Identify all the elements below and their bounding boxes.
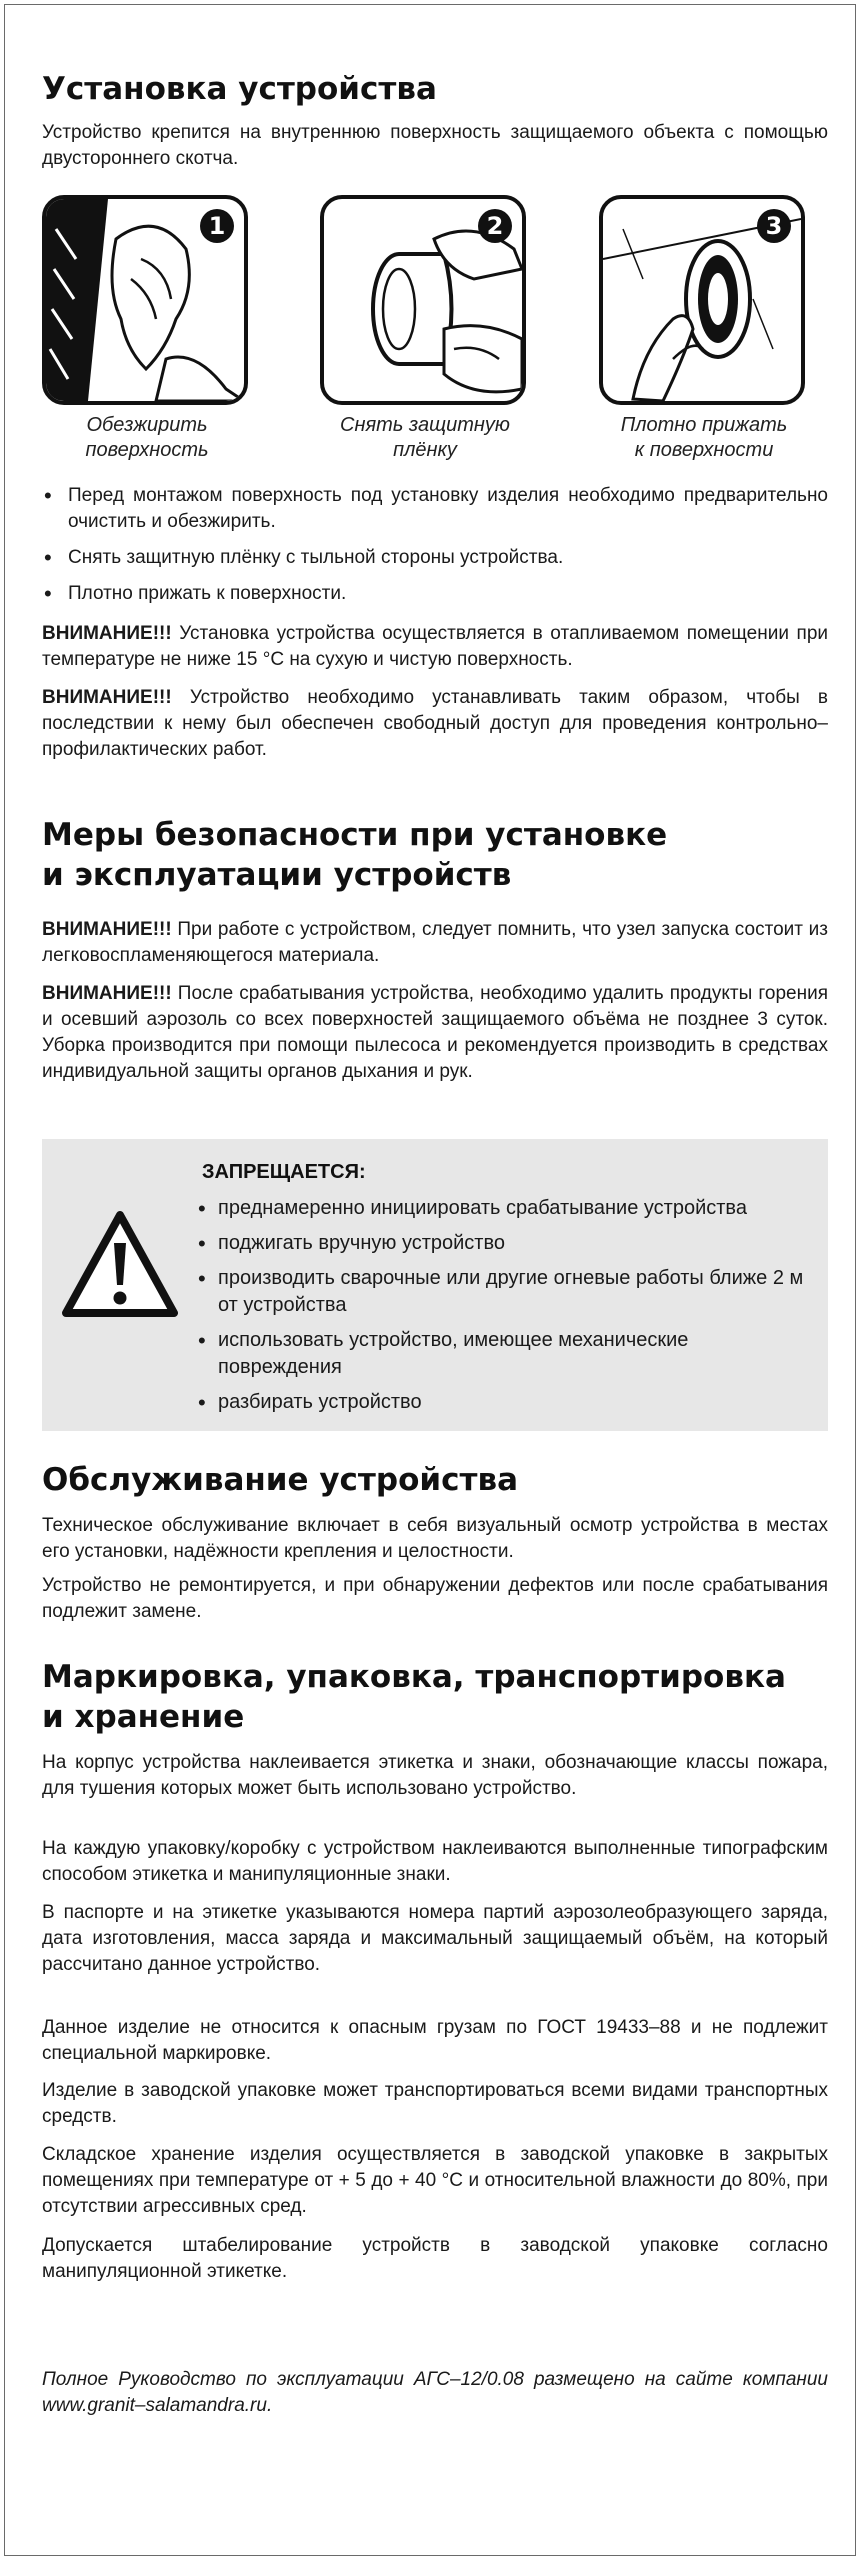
warning-text: Устройство необходимо устанавливать таким образом, чтобы в последствии к нему был обеспечен свободный доступ для проведения контрольно–профилактических работ. (42, 687, 828, 760)
warning-text: После срабатывания устройства, необходимо удалить продукты горения и осевший аэрозоль со всех поверхностей защищаемого объёма не позднее 3 суток. Уборка производится при помощи пылесоса и рекомендуется производить в средствах индивидуальной защиты органов дыхания и рук. (42, 983, 828, 1082)
maintenance-title: Обслуживание устройства (42, 1462, 518, 1498)
list-item: • Снять защитную плёнку с тыльной стороны устройства. (42, 545, 828, 571)
warning-label: ВНИМАНИЕ!!! (42, 983, 172, 1004)
step-caption (599, 413, 809, 463)
maintenance-paragraph: Устройство не ремонтируется, и при обнаружении дефектов или после срабатывания подлежит замене. (42, 1575, 828, 1622)
safety-warning (42, 917, 828, 969)
installation-warning (42, 685, 828, 763)
installation-warning (42, 621, 828, 673)
list-item: • Плотно прижать к поверхности. (42, 581, 828, 607)
safety-title (42, 815, 667, 895)
warning-label: ВНИМАНИЕ!!! (42, 623, 172, 644)
list-item: • использовать устройство, имеющее механические повреждения (198, 1327, 808, 1381)
list-item: • Перед монтажом поверхность под установку изделия необходимо предварительно очистить и обезжирить. (42, 483, 828, 535)
step-caption-line: Снять защитную плёнку (340, 414, 510, 461)
forbidden-title: ЗАПРЕЩАЕТСЯ: (202, 1161, 366, 1183)
list-item: • преднамеренно инициировать срабатывание устройства (198, 1195, 808, 1222)
wipe-surface-icon (42, 195, 248, 405)
safety-warning (42, 981, 828, 1085)
step-2 (320, 195, 530, 463)
press-device-icon (599, 195, 805, 405)
peel-film-icon (320, 195, 526, 405)
warning-label: ВНИМАНИЕ!!! (42, 687, 172, 708)
marking-paragraph: На корпус устройства наклеивается этикетка и знаки, обозначающие классы пожара, для тушения которых может быть использовано устройство. (42, 1752, 828, 1799)
list-item: • производить сварочные или другие огневые работы ближе 2 м от устройства (198, 1265, 808, 1319)
step-caption-line: Обезжирить (86, 414, 208, 436)
installation-intro: Устройство крепится на внутреннюю поверхность защищаемого объекта с помощью двустороннего скотча. (42, 122, 828, 169)
title-line: Меры безопасности при установке (42, 817, 668, 853)
marking-paragraph: В паспорте и на этикетке указываются номера партий аэрозолеобразующего заряда, дата изготовления, масса заряда и максимальный защищаемый объём, на который рассчитано данное устройство. (42, 1902, 828, 1975)
marking-paragraph: Допускается штабелирование устройств в заводской упаковке согласно манипуляционной этикетке. (42, 2235, 828, 2282)
title-line: и хранение (42, 1699, 245, 1735)
step-3 (599, 195, 809, 463)
warning-triangle-icon (60, 1209, 180, 1321)
step-number-badge: 3 (757, 209, 791, 243)
title-line: и эксплуатации устройств (42, 857, 512, 893)
marking-paragraph: На каждую упаковку/коробку с устройством наклеиваются выполненные типографским способом этикетка и манипуляционные знаки. (42, 1838, 828, 1885)
step-caption (320, 413, 530, 463)
step-caption-line: к поверхности (634, 439, 774, 461)
marking-paragraph: Складское хранение изделия осуществляется в заводской упаковке в закрытых помещениях при температуре от + 5 до + 40 °С и относительной влажности до 80%, при отсутствии агрессивных сред. (42, 2144, 828, 2217)
warning-label: ВНИМАНИЕ!!! (42, 919, 172, 940)
maintenance-paragraph: Техническое обслуживание включает в себя визуальный осмотр устройства в местах его установки, надёжности крепления и целостности. (42, 1515, 828, 1562)
installation-bullets (42, 483, 828, 617)
forbidden-box (42, 1139, 828, 1431)
title-line: Маркировка, упаковка, транспортировка (42, 1659, 786, 1695)
marking-title (42, 1657, 786, 1737)
step-caption-line: Плотно прижать (620, 414, 788, 436)
forbidden-list (198, 1195, 808, 1424)
step-caption (42, 413, 252, 463)
warning-text: При работе с устройством, следует помнить, что узел запуска состоит из легковоспламеняющегося материала. (42, 919, 828, 966)
marking-paragraph: Изделие в заводской упаковке может транспортироваться всеми видами транспортных средств. (42, 2080, 828, 2127)
installation-title: Установка устройства (42, 71, 437, 107)
list-item: • разбирать устройство (198, 1389, 808, 1416)
footer-note: Полное Руководство по эксплуатации АГС–12/0.08 размещено на сайте компании www.granit–salamandra.ru. (42, 2369, 828, 2416)
manual-page (4, 4, 856, 2556)
warning-text: Установка устройства осуществляется в отапливаемом помещении при температуре не ниже 15 °С на сухую и чистую поверхность. (42, 623, 828, 670)
marking-paragraph: Данное изделие не относится к опасным грузам по ГОСТ 19433–88 и не подлежит специальной маркировке. (42, 2017, 828, 2064)
installation-steps (42, 195, 828, 470)
step-number-badge: 1 (200, 209, 234, 243)
step-number-badge: 2 (478, 209, 512, 243)
step-1 (42, 195, 252, 463)
step-caption-line: поверхность (85, 439, 209, 461)
list-item: • поджигать вручную устройство (198, 1230, 808, 1257)
